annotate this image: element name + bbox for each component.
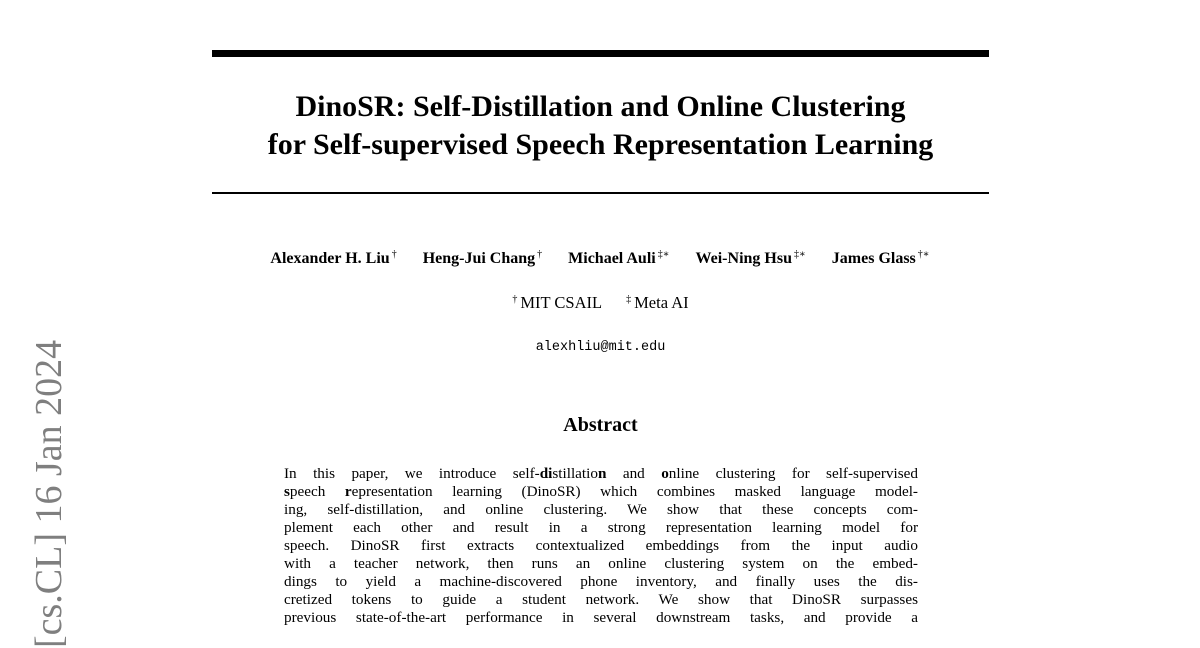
abstract-text: previous state-of-the-art performance in several downstream tasks, and provide a (284, 609, 918, 626)
abstract-text: epresentation learning (DinoSR) which combines masked language model- (351, 483, 918, 500)
abstract-text: peech (289, 483, 345, 500)
abstract-line (284, 501, 918, 519)
affiliations (212, 293, 989, 313)
abstract-line (284, 537, 918, 555)
abstract-body (284, 465, 918, 627)
abstract-heading: Abstract (563, 414, 638, 436)
author-name: Alexander H. Liu (270, 250, 390, 268)
abstract-text: In this paper, we introduce self- (284, 465, 540, 482)
title-top-rule (212, 50, 989, 57)
author (568, 250, 669, 267)
abstract-text: and (606, 465, 662, 482)
title-bottom-rule (212, 192, 989, 194)
abstract-text: n (597, 465, 607, 482)
abstract-text: stillatio (552, 465, 598, 482)
abstract-text: with a teacher network, then runs an online clustering system on the embed- (284, 555, 918, 572)
abstract-text: speech. DinoSR first extracts contextualized embeddings from the input audio (284, 537, 918, 554)
author-name: Michael Auli (568, 250, 656, 268)
author-list (200, 249, 1000, 268)
abstract-text: o (661, 465, 669, 482)
abstract-text: di (539, 465, 553, 482)
abstract-line (284, 519, 918, 537)
abstract-line (284, 609, 918, 627)
abstract-text: r (344, 483, 352, 500)
author (696, 250, 806, 267)
abstract-text: dings to yield a machine-discovered phone inventory, and finally uses the dis- (284, 573, 918, 590)
author-marks: † (537, 249, 543, 260)
author-marks: ‡∗ (793, 249, 806, 260)
author-name: Heng-Jui Chang (422, 250, 536, 268)
affiliation-name: MIT CSAIL (520, 293, 603, 312)
author-name: Wei-Ning Hsu (695, 250, 792, 268)
abstract-text: nline clustering for self-supervised (668, 465, 918, 482)
contact-email[interactable]: alexhliu@mit.edu (535, 340, 666, 355)
abstract-text: plement each other and result in a strong representation learning model for (284, 519, 918, 536)
abstract-text: s (284, 483, 290, 500)
abstract-text: ing, self-distillation, and online clustering. We show that these concepts com- (284, 501, 918, 518)
affiliation (626, 293, 689, 312)
author-marks: ‡∗ (657, 249, 670, 260)
author-marks: †∗ (917, 249, 930, 260)
title-line: for Self-supervised Speech Representation Learning (267, 128, 934, 161)
author (832, 250, 930, 267)
abstract-line (284, 555, 918, 573)
abstract-line (284, 573, 918, 591)
author (423, 250, 542, 267)
author-marks: † (391, 249, 397, 260)
title-line: DinoSR: Self-Distillation and Online Clustering (295, 90, 906, 123)
affiliation-mark: ‡ (626, 293, 632, 305)
abstract-line (284, 591, 918, 609)
abstract-line (284, 483, 918, 501)
affiliation-mark: † (512, 293, 518, 305)
author (270, 250, 396, 267)
author-name: James Glass (831, 250, 916, 268)
abstract-text: cretized tokens to guide a student network. We show that DinoSR surpasses (284, 591, 918, 608)
abstract-line (284, 465, 918, 483)
paper-title (212, 88, 989, 164)
affiliation (512, 293, 602, 312)
affiliation-name: Meta AI (634, 293, 689, 312)
arxiv-side-stamp: [cs.CL] 16 Jan 2024 (28, 339, 70, 648)
